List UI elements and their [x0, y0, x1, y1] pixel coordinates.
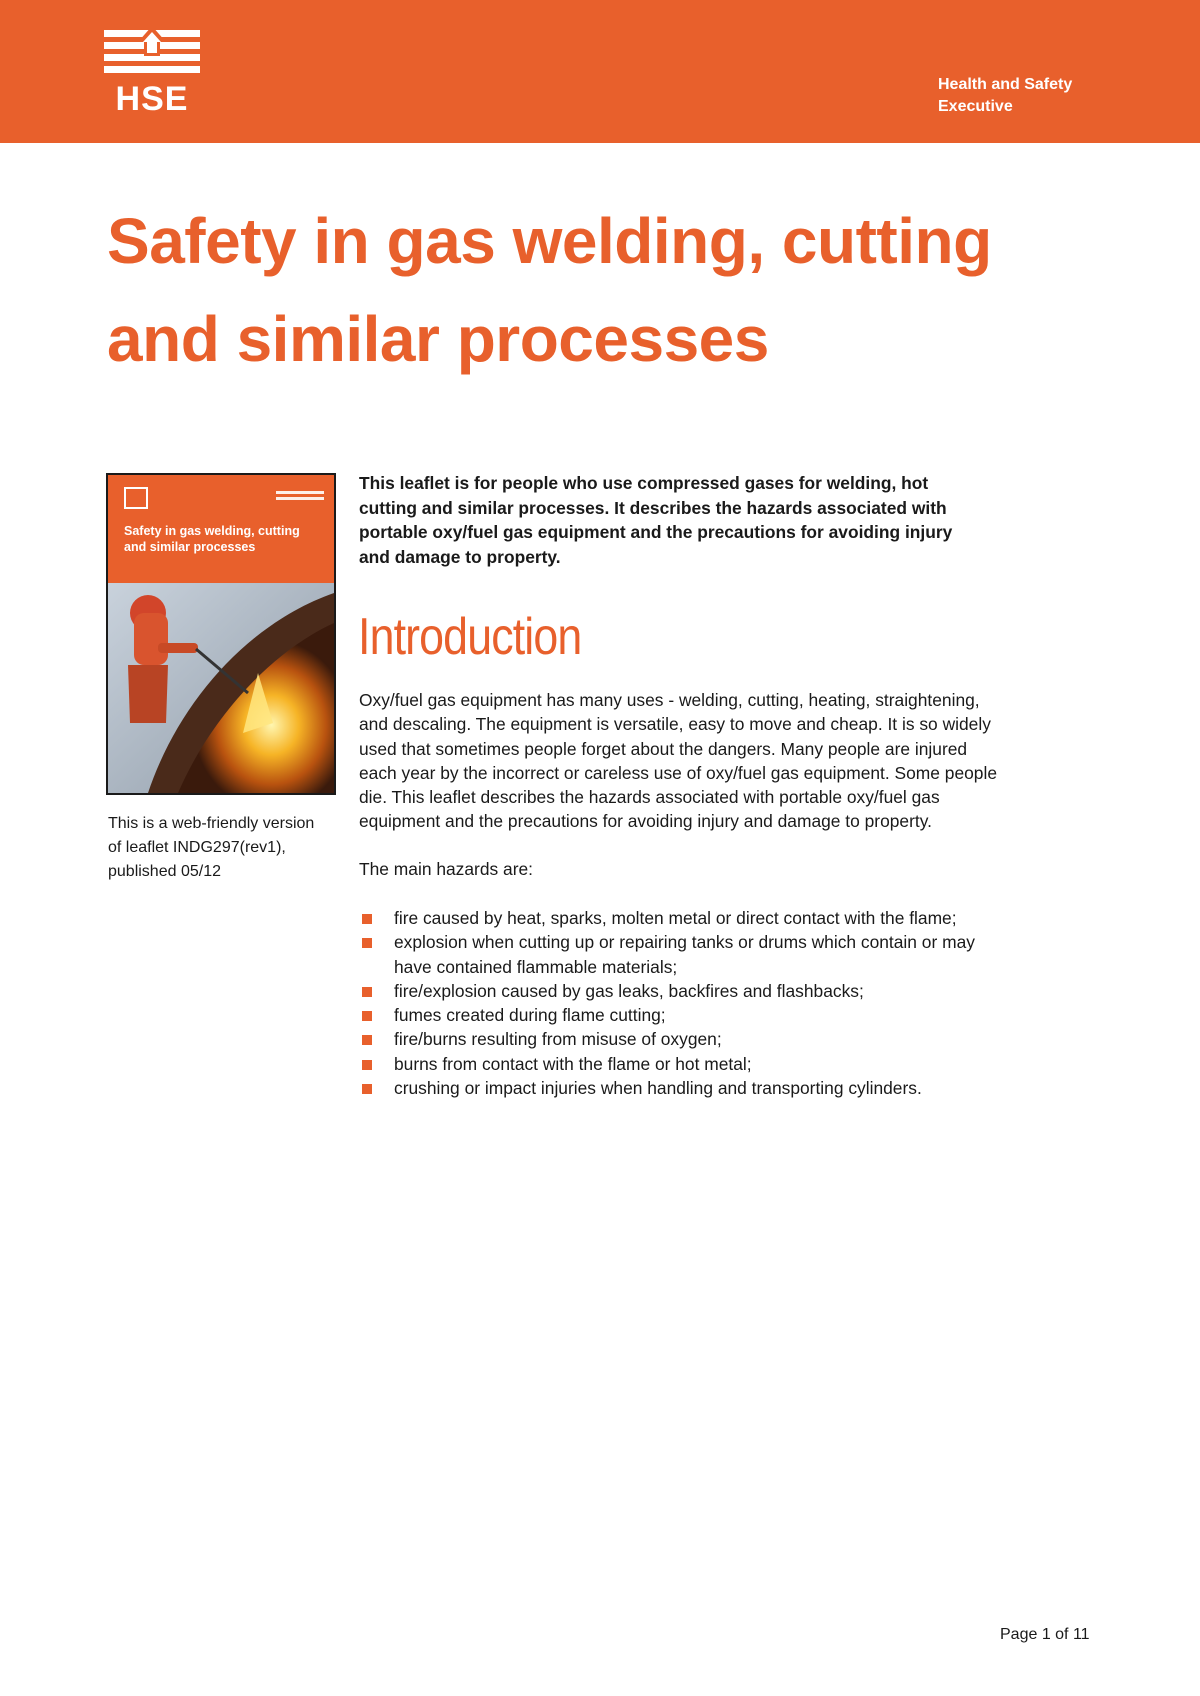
intro-line: used that sometimes people forget about the dangers. Many people are injured — [359, 738, 968, 759]
lead-line: and damage to property. — [359, 546, 561, 567]
bullet-square-icon — [362, 914, 372, 924]
cover-hse-logo-icon — [124, 487, 148, 509]
organisation-name — [938, 74, 1072, 118]
hazard-item — [359, 1003, 1099, 1027]
hazard-line: burns from contact with the flame or hot metal; — [394, 1053, 752, 1074]
page-title-line: and similar processes — [107, 303, 769, 375]
bullet-square-icon — [362, 1011, 372, 1021]
intro-line: equipment and the precautions for avoiding injury and damage to property. — [359, 811, 932, 832]
hazard-line: fumes created during flame cutting; — [394, 1005, 666, 1026]
web-version-caption — [108, 812, 338, 884]
page-title-line: Safety in gas welding, cutting — [107, 205, 992, 277]
cover-title — [124, 523, 324, 555]
caption-line: of leaflet INDG297(rev1), — [108, 839, 286, 856]
lead-line: portable oxy/fuel gas equipment and the precautions for avoiding injury — [359, 522, 953, 542]
hse-logo — [104, 26, 200, 118]
intro-line: and descaling. The equipment is versatile, easy to move and cheap. It is so widely — [359, 714, 991, 735]
cover-title-line: and similar processes — [124, 540, 256, 554]
organisation-name-line: Health and Safety — [938, 76, 1073, 93]
hazard-item — [359, 1076, 1099, 1100]
cover-title-line: Safety in gas welding, cutting — [124, 524, 300, 538]
bullet-square-icon — [362, 1060, 372, 1070]
bullet-square-icon — [362, 1035, 372, 1045]
hazard-line: explosion when cutting up or repairing tanks or drums which contain or may — [394, 932, 975, 953]
hse-logo-mark-icon — [104, 26, 200, 82]
page-number: Page 1 of 11 — [1000, 1626, 1090, 1643]
hazard-item — [359, 906, 1099, 930]
leaflet-cover-thumbnail — [106, 473, 336, 795]
hazard-item — [359, 1027, 1099, 1051]
hazard-line: crushing or impact injuries when handling and transporting cylinders. — [394, 1078, 922, 1099]
cover-banner — [108, 475, 334, 583]
lead-line: cutting and similar processes. It describes the hazards associated with — [359, 497, 947, 518]
introduction-paragraph — [359, 688, 1099, 834]
bullet-square-icon — [362, 938, 372, 948]
lead-line: This leaflet is for people who use compressed gases for welding, hot — [359, 473, 929, 493]
hazard-item — [359, 979, 1099, 1003]
hazard-line: fire/burns resulting from misuse of oxygen; — [394, 1029, 722, 1050]
hse-logo-text: HSE — [115, 80, 189, 118]
hazard-item — [359, 930, 1099, 979]
hazard-line: have contained flammable materials; — [394, 956, 678, 977]
hazard-item — [359, 1052, 1099, 1076]
main-hazards-label: The main hazards are: — [359, 859, 533, 879]
hazard-line: fire caused by heat, sparks, molten metal or direct contact with the flame; — [394, 908, 957, 928]
intro-line: each year by the incorrect or careless use of oxy/fuel gas equipment. Some people — [359, 762, 998, 783]
section-heading-introduction: Introduction — [358, 608, 582, 666]
intro-line: Oxy/fuel gas equipment has many uses - welding, cutting, heating, straightening, — [359, 690, 980, 710]
header-banner — [0, 0, 1200, 143]
organisation-name-line: Executive — [938, 98, 1013, 115]
caption-line: published 05/12 — [108, 863, 221, 880]
hazards-list — [359, 906, 1099, 1100]
bullet-square-icon — [362, 987, 372, 997]
hazard-line: fire/explosion caused by gas leaks, backfires and flashbacks; — [394, 980, 864, 1001]
welder-cutting-photo — [108, 583, 334, 793]
cover-organisation-mark — [276, 491, 324, 505]
caption-line: This is a web-friendly version — [108, 815, 315, 832]
bullet-square-icon — [362, 1084, 372, 1094]
page-title — [107, 192, 1107, 388]
intro-line: die. This leaflet describes the hazards associated with portable oxy/fuel gas — [359, 787, 940, 808]
lead-paragraph — [359, 471, 1099, 569]
